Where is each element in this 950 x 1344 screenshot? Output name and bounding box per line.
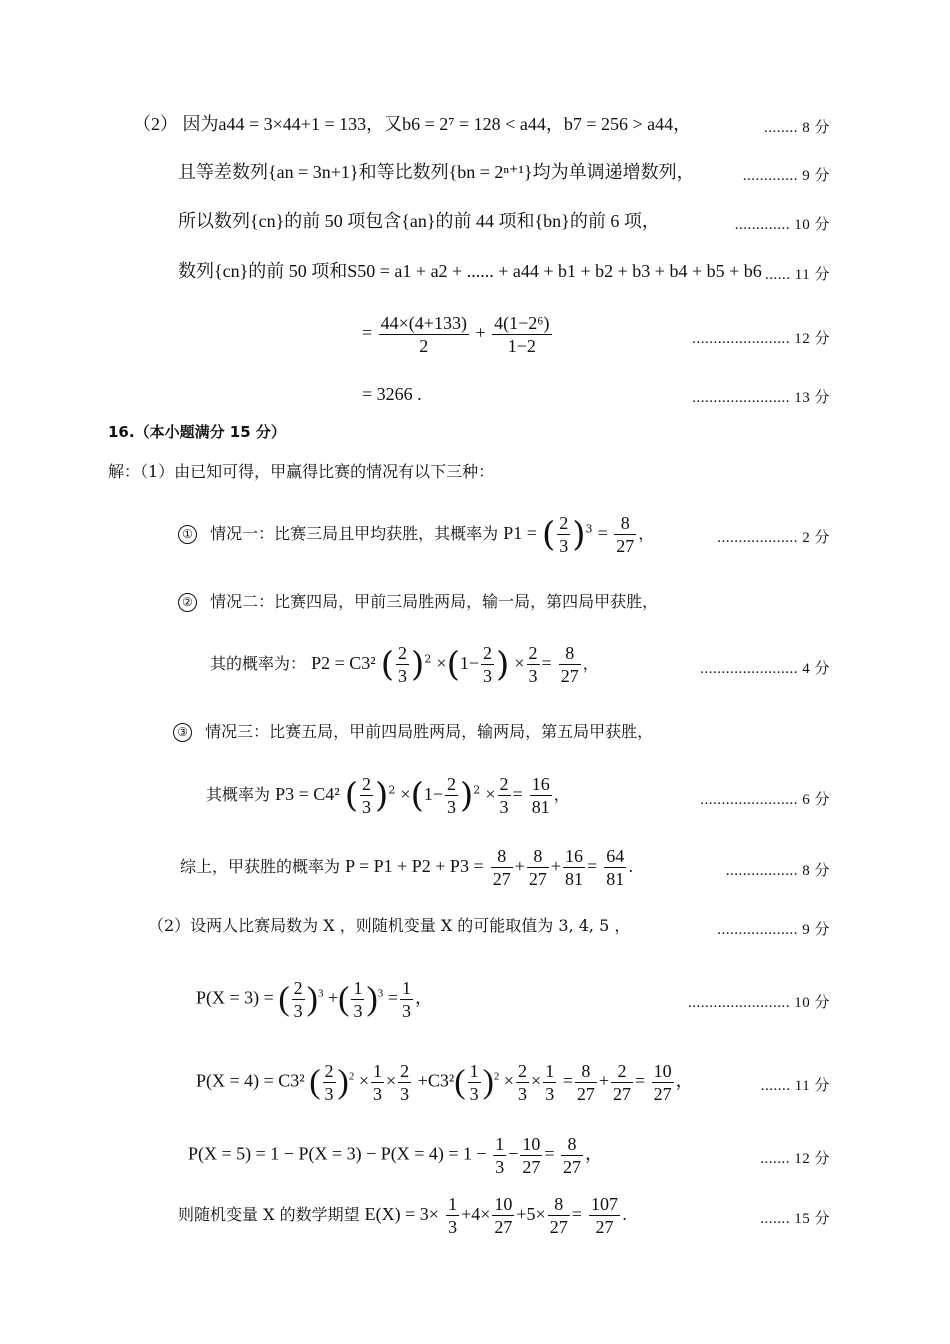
l1: [133, 112, 691, 136]
px5-result: $\frac{8}{27}$: [563, 1134, 582, 1177]
score-10b: ........................ 10 分: [687, 995, 830, 1011]
case3: [173, 720, 653, 744]
case1-result: $\frac{8}{27}$: [616, 513, 635, 556]
case3-text: 情况三：比赛五局，甲前四局胜两局，输两局，第五局甲获胜，: [205, 722, 654, 741]
case1: ① 情况一：比赛三局且甲均获胜，其概率为 P1 = ( $\frac{2}{3}$ )$^3$ = $\frac{8}{27}$ ，: [178, 512, 654, 557]
px3: P(X = 3) = ( $\frac{2}{3}$ )$^3$ +( $\frac{1}{3}$ )$^3$ = $\frac{1}{3}$ ，: [196, 978, 433, 1021]
case3-result: $\frac{16}{81}$: [531, 774, 550, 817]
px4: P(X = 4) = C3² ( $\frac{2}{3}$ )$^2$ × $\frac{1}{3}$ × $\frac{2}{3}$ +C3²( $\frac{1}{3}$ )$^2$ × $\frac{2}{3}$ × $\frac{1}{3}$ = $\frac{8}{27}$ + $\frac{2}{27}$ = $\frac{10}{27}$ ，: [196, 1061, 694, 1104]
ex: 则随机变量 X 的数学期望 E(X) = 3× $\frac{1}{3}$ +4× $\frac{10}{27}$ +5× $\frac{8}{27}$ = $\frac{107}{27}$ .: [178, 1194, 628, 1237]
case3-label: ③: [173, 723, 192, 742]
score-2: ................... 2 分: [717, 530, 830, 546]
l5-num1: 44×(4+133): [380, 313, 467, 333]
score-15: ....... 15 分: [760, 1211, 830, 1227]
l5: = $\frac{44\times(4+133)}{2}$ + $\frac{\text{4(1−2⁶)}}{1-2}$: [362, 313, 550, 356]
case1-text: 情况一：比赛三局且甲均获胜，其概率为: [210, 524, 499, 543]
score-4: ....................... 4 分: [700, 661, 830, 677]
case2: [178, 590, 658, 614]
score-8b: ................. 8 分: [725, 863, 830, 879]
l5-den2: 1−2: [507, 336, 536, 356]
score-12b: ....... 12 分: [760, 1151, 830, 1167]
l5-num2: 4(1−2⁶): [494, 313, 550, 333]
l3-text: 所以数列{cn}的前 50 项包含{an}的前 44 项和{bn}的前 6 项，: [178, 211, 660, 231]
score-8: ........ 8 分: [763, 120, 830, 136]
score-10: ............. 10 分: [734, 217, 830, 233]
l6-text: = 3266 .: [362, 384, 422, 404]
score-9b: ................... 9 分: [717, 922, 830, 938]
case2-text: 情况二：比赛四局，甲前三局胜两局，输一局，第四局甲获胜，: [210, 592, 659, 611]
score-9: ............. 9 分: [742, 168, 830, 184]
l5-frac1: [379, 312, 469, 357]
case3-prob: 其概率为 P3 = C4² ( $\frac{2}{3}$ )$^2$ ×(1− $\frac{2}{3}$ )$^2$ × $\frac{2}{3}$ = $\frac{16}{81}$ ，: [206, 774, 570, 817]
part2-label: （2）: [133, 114, 178, 134]
l4-text: 数列{cn}的前 50 项和S50 = a1 + a2 + ...... + a44 + b1 + b2 + b3 + b4 + b5 + b6: [178, 261, 762, 281]
ex-result: $\frac{107}{27}$: [590, 1194, 618, 1237]
summary-result: $\frac{64}{81}$: [606, 846, 625, 889]
case2-label: ②: [178, 593, 197, 612]
l1-text: 因为a44 = 3×44+1 = 133，又b6 = 2⁷ = 128 < a44，b7 = 256 > a44，: [182, 114, 692, 134]
score-11b: ....... 11 分: [760, 1078, 830, 1094]
q16-heading: 16.（本小题满分 15 分）: [108, 423, 286, 441]
l3: [178, 209, 660, 233]
case2-prob: 其的概率为： P2 = C3² ( $\frac{2}{3}$ )$^2$ ×(1− $\frac{2}{3}$ ) × $\frac{2}{3}$ = $\frac{8}{27}$ ，: [210, 643, 599, 686]
l5-den1: 2: [419, 336, 429, 356]
l4: [178, 259, 762, 283]
summary: 综上，甲获胜的概率为 P = P1 + P2 + P3 = $\frac{8}{27}$ + $\frac{8}{27}$ + $\frac{16}{81}$ = $\frac{64}{81}$ .: [180, 846, 634, 889]
p2-text: （2）设两人比赛局数为 X ，则随机变量 X 的可能取值为 3, 4, 5 ，: [148, 916, 631, 935]
l2-text: 且等差数列{an = 3n+1}和等比数列{bn = 2ⁿ⁺¹}均为单调递增数列，: [178, 162, 695, 182]
score-13: ....................... 13 分: [692, 390, 830, 406]
score-6: ....................... 6 分: [700, 792, 830, 808]
case1-math: P1 =: [503, 523, 537, 543]
l5-frac2: [492, 312, 551, 357]
px5: P(X = 5) = 1 − P(X = 3) − P(X = 4) = 1 − $\frac{1}{3}$ − $\frac{10}{27}$ = $\frac{8}{27}$ ，: [188, 1134, 604, 1177]
l2: [178, 160, 695, 184]
score-12: ....................... 12 分: [692, 331, 830, 347]
q16-intro: 解：（1）由已知可得，甲赢得比赛的情况有以下三种：: [108, 462, 495, 481]
score-11: ...... 11 分: [765, 267, 830, 283]
px3-result: $\frac{1}{3}$: [401, 978, 411, 1021]
case2-result: $\frac{8}{27}$: [560, 643, 579, 686]
px4-result: $\frac{10}{27}$: [653, 1061, 672, 1104]
case1-label: ①: [178, 525, 197, 544]
l6: [362, 382, 422, 406]
